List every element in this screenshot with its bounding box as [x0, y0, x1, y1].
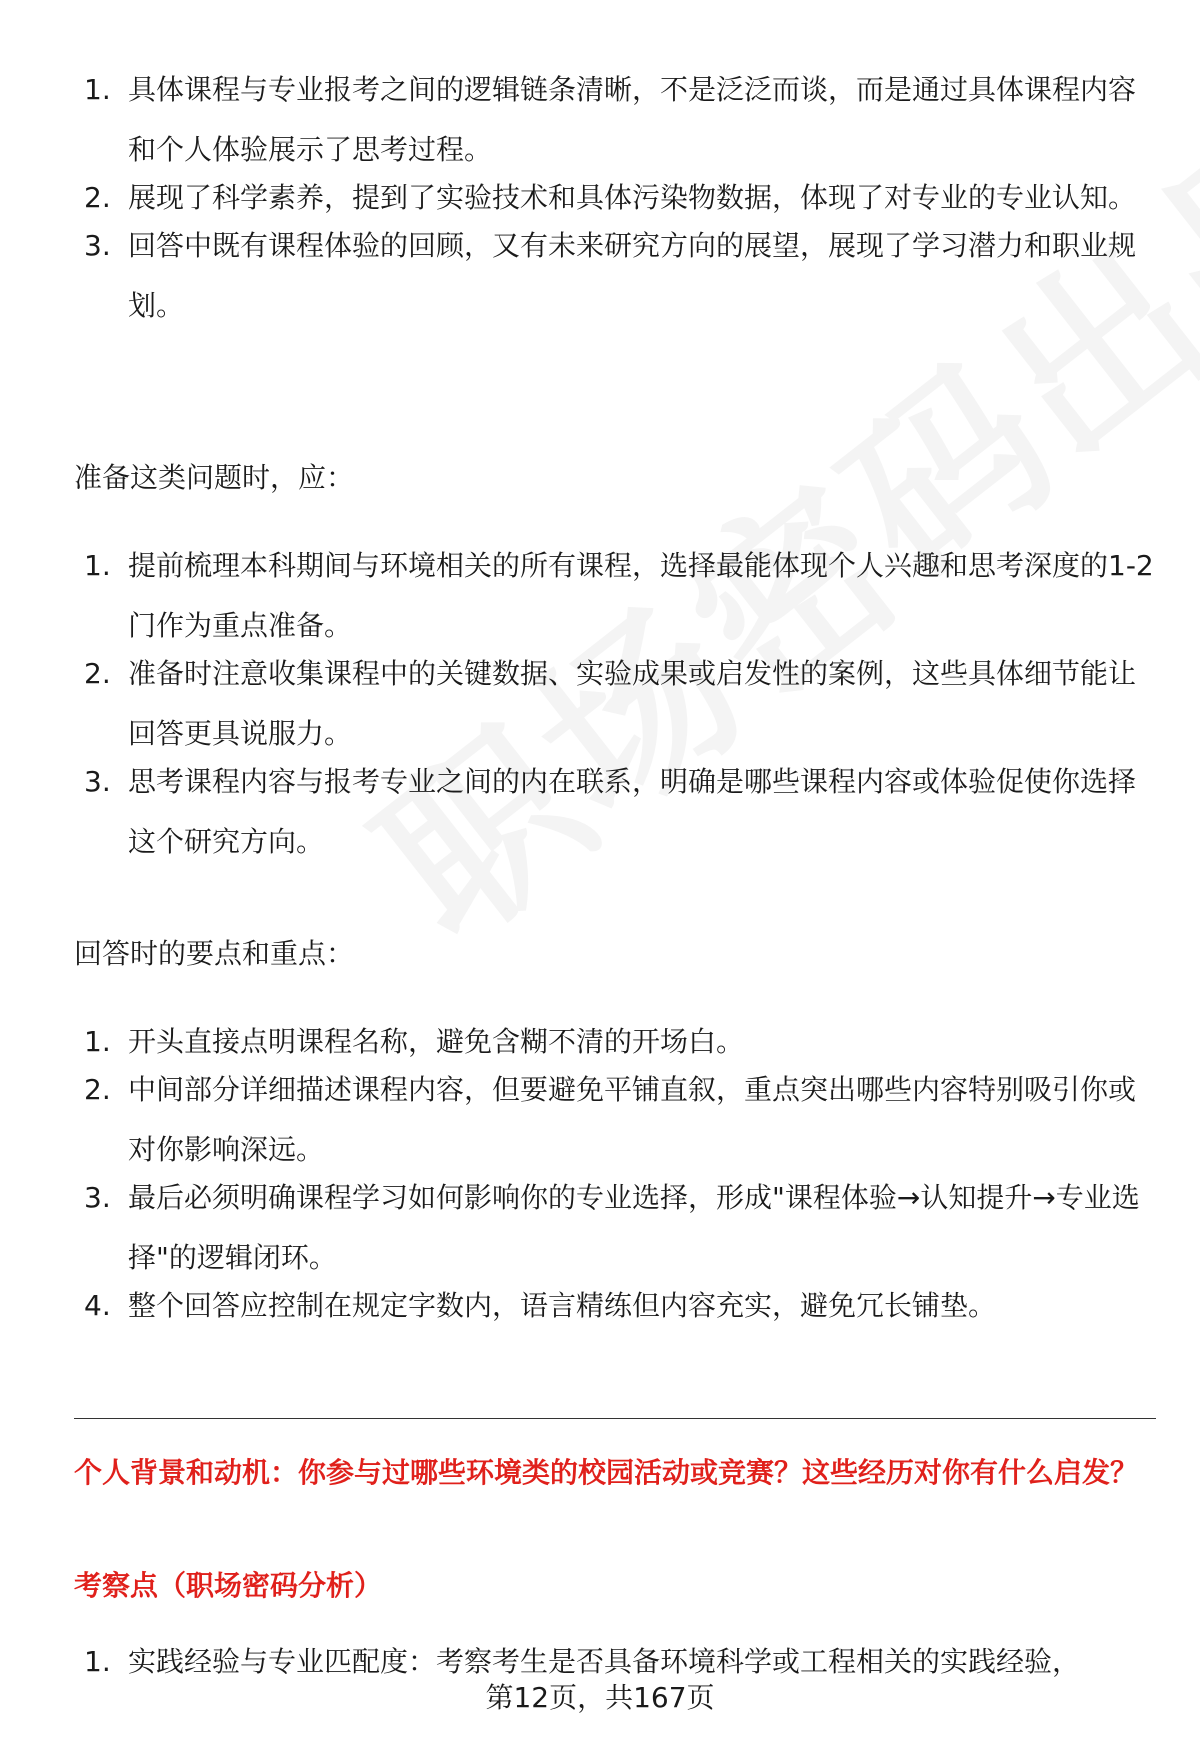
list-number: 1.: [84, 1645, 111, 1678]
question-title: 个人背景和动机：你参与过哪些环境类的校园活动或竞赛？这些经历对你有什么启发？: [74, 1456, 1139, 1489]
list-item: [0, 536, 1200, 656]
list-text: 准备时注意收集课程中的关键数据、实验成果或启发性的案例，这些具体细节能让回答更具说服力。: [128, 657, 1137, 750]
answer-points-list: [0, 1012, 1200, 1336]
list-number: 3.: [84, 1181, 111, 1214]
evaluation-list: [0, 60, 1200, 336]
list-number: 3.: [84, 229, 111, 262]
list-number: 1.: [84, 1025, 111, 1058]
list-text: 思考课程内容与报考专业之间的内在联系，明确是哪些课程内容或体验促使你选择这个研究方向。: [128, 765, 1137, 858]
list-text: 实践经验与专业匹配度：考察考生是否具备环境科学或工程相关的实践经验，: [128, 1645, 1081, 1678]
list-number: 1.: [84, 73, 111, 106]
list-text: 展现了科学素养，提到了实验技术和具体污染物数据，体现了对专业的专业认知。: [128, 181, 1137, 214]
list-item: [0, 60, 1200, 180]
list-text: 开头直接点明课程名称，避免含糊不清的开场白。: [128, 1025, 745, 1058]
list-number: 2.: [84, 181, 111, 214]
analysis-subtitle: 考察点（职场密码分析）: [74, 1569, 383, 1602]
list-item: [0, 752, 1200, 872]
list-item: [0, 644, 1200, 764]
divider: [74, 1418, 1156, 1419]
page-footer: 第12页，共167页: [485, 1681, 715, 1714]
list-text: 具体课程与专业报考之间的逻辑链条清晰，不是泛泛而谈，而是通过具体课程内容和个人体验展示了思考过程。: [128, 73, 1137, 166]
list-item: [0, 1276, 1200, 1336]
list-text: 最后必须明确课程学习如何影响你的专业选择，形成"课程体验→认知提升→专业选择"的逻辑闭环。: [128, 1181, 1140, 1274]
section-paragraph: 回答时的要点和重点：: [74, 937, 355, 970]
list-number: 1.: [84, 549, 111, 582]
list-text: 整个回答应控制在规定字数内，语言精练但内容充实，避免冗长铺垫。: [128, 1289, 997, 1322]
list-text: 中间部分详细描述课程内容，但要避免平铺直叙，重点突出哪些内容特别吸引你或对你影响深远。: [128, 1073, 1137, 1166]
section-paragraph: 准备这类问题时，应：: [74, 461, 355, 494]
list-number: 2.: [84, 1073, 111, 1106]
list-text: 提前梳理本科期间与环境相关的所有课程，选择最能体现个人兴趣和思考深度的1-2门作为重点准备。: [128, 549, 1154, 642]
list-number: 4.: [84, 1289, 111, 1322]
list-item: [0, 1168, 1200, 1288]
list-number: 3.: [84, 765, 111, 798]
list-item: [0, 1060, 1200, 1180]
list-text: 回答中既有课程体验的回顾，又有未来研究方向的展望，展现了学习潜力和职业规划。: [128, 229, 1137, 322]
list-item: [0, 216, 1200, 336]
preparation-list: [0, 536, 1200, 872]
list-number: 2.: [84, 657, 111, 690]
